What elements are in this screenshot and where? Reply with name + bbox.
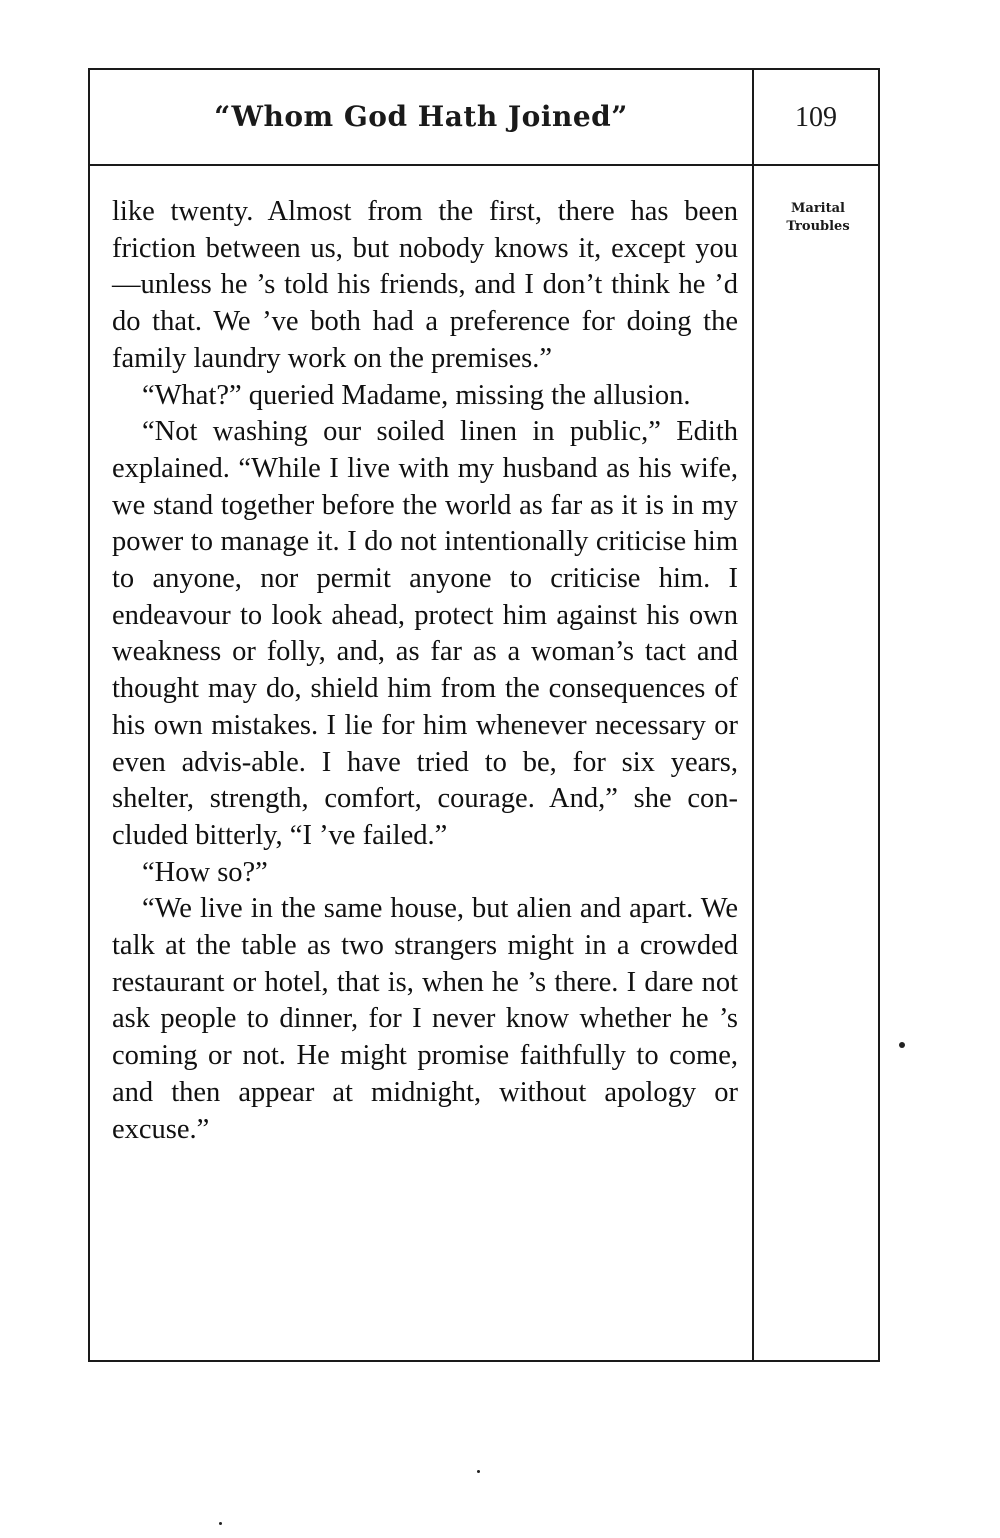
paragraph-5: “We live in the same house, but alien and apart. We talk at the table as two strangers might in a crowded restaurant or hotel, that is, when he ’s there. I dare not ask people to dinner, for I never know whether he ’s coming or not. He might promise faithfully to come, and then appear at midnight, without apology or excuse.” <box>112 893 738 1145</box>
header-rule <box>90 164 878 166</box>
page-frame <box>88 68 880 1362</box>
margin-note <box>762 200 874 236</box>
running-title: “Whom God Hath Joined” <box>214 100 628 133</box>
margin-note-line-1: Marital <box>791 201 845 216</box>
paragraph-4: “How so?” <box>142 856 268 888</box>
page-number: 109 <box>795 102 837 133</box>
paragraph-1: like twenty. Almost from the first, there has been friction between us, but nobody knows it, except you—unless he ’s told his friends, and I don’t think he ’d do that. We ’ve both had a preference for doing the family laundry work on the premises.” <box>112 196 738 374</box>
body-text <box>112 194 738 1148</box>
margin-note-line-2: Troubles <box>786 219 850 234</box>
ink-speck <box>219 1522 222 1525</box>
margin-rule <box>752 70 754 1360</box>
paragraph-3: “Not washing our soiled linen in public,” Edith explained. “While I live with my husband as his wife, we stand together before the world as far as it is in my power to manage it. I do not intentionally criticise him to anyone, nor permit anyone to criticise him. I endeavour to look ahead, protect him against his own weakness or folly, and, as far as a woman’s tact and thought may do, shield him from the consequences of his own mistakes. I lie for him whenever necessary or even advis-able. I have tried to be, for six years, shelter, strength, comfort, courage. And,” she con-cluded bitterly, “I ’ve failed.” <box>112 416 738 851</box>
ink-speck <box>899 1042 905 1048</box>
paragraph-2: “What?” queried Madame, missing the allusion. <box>142 379 691 411</box>
ink-speck <box>477 1470 480 1473</box>
